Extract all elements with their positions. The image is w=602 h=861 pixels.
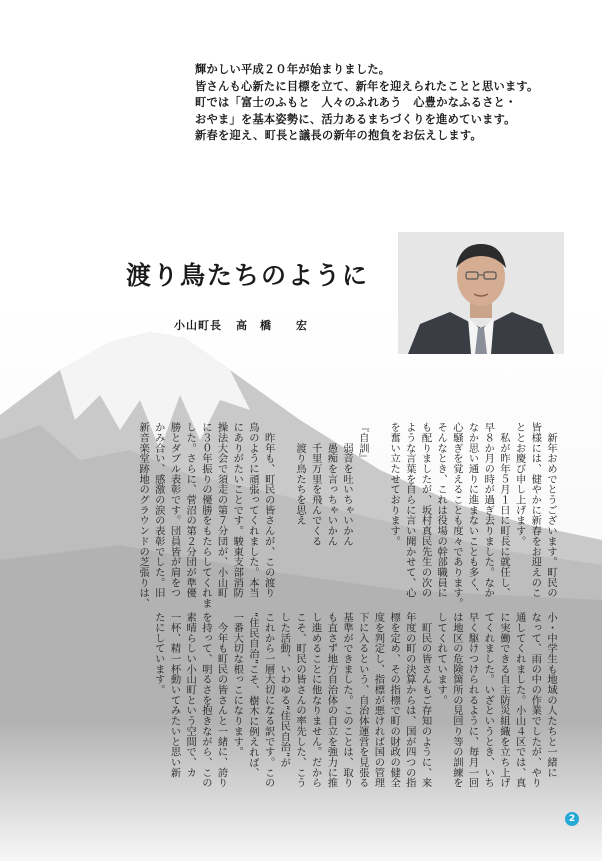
- text-column: してくれています。: [435, 612, 448, 706]
- portrait-image: [398, 232, 564, 354]
- text-column: 早く駆けつけられるように、毎月一回: [466, 612, 479, 788]
- intro-line: 皆さんも心新たに目標を立て、新年を迎えられたことと思います。: [195, 79, 539, 93]
- text-column: を持って、明るさを抱きながら、この: [199, 612, 212, 788]
- text-column: 新年おめでとうございます。町民の: [545, 422, 557, 598]
- article-body-lower: [150, 612, 558, 830]
- text-column: 操法大会で須走の第７分団が、小山町: [215, 422, 228, 598]
- text-column: に実働できる自主防災組織を立ち上げ: [497, 612, 510, 788]
- poem-line: 千里万里を飛んでくる: [309, 422, 322, 547]
- text-column: した。さらに、菅沼の第２分団が準優: [184, 422, 197, 598]
- author-byline: [174, 317, 308, 333]
- text-column: 心騒ぎを覚えることも度々であります。: [450, 422, 463, 609]
- text-column: そんなとき、これは役場の幹部職員に: [435, 422, 448, 598]
- text-column: これから一層大切になる訳です。この: [262, 612, 275, 788]
- intro-line: 新春を迎え、町長と議長の新年の抱負をお伝えします。: [195, 129, 482, 142]
- text-column: 町民の皆さんもご存知のように、来: [419, 612, 432, 788]
- text-column: は地区の危険箇所の見回り等の訓練を: [450, 612, 463, 788]
- text-column: 通してくれました。小山４区では、真: [513, 612, 526, 788]
- text-column: も配りましたが、坂村真民先生の次の: [419, 422, 432, 598]
- page-number-badge: 2: [565, 812, 579, 826]
- text-column: こそ、町民の皆さんの率先した、こう: [294, 612, 306, 788]
- text-column: 下に入るという、自治体運営を見張る: [356, 612, 369, 788]
- text-column: かみ合い、感激の涙の表彰でした。旧: [152, 422, 165, 598]
- text-column: 今年も町民の皆さんと一緒に、誇り: [215, 612, 228, 788]
- text-column: 小・中学生も地域の人たちと一緒に: [545, 612, 557, 778]
- intro-line: 町では「富士のふもと 人々のふれあう 心豊かなふるさと・: [195, 96, 517, 109]
- text-column: にありがたいことです。駿東支部消防: [231, 422, 244, 598]
- text-column: 一杯、精一杯動いてみたいと思い新: [168, 612, 181, 778]
- poem-line: 愚痴を言っちゃいかん: [325, 422, 338, 547]
- author-role: 小山町長: [174, 319, 222, 332]
- text-column: 基準ができました。このことは、取り: [341, 612, 354, 788]
- text-column: 素晴らしい小山町という空間で、カ: [184, 612, 197, 778]
- text-column: 私が昨年５月１日に町長に就任し、: [497, 422, 510, 598]
- text-column: たにしています。: [152, 612, 165, 695]
- text-column: “住民自治”こそ、樹木に例えれば、: [246, 612, 259, 779]
- text-column: ととお慶び申し上げます。: [513, 422, 526, 547]
- intro-line: 輝かしい平成２０年が始まりました。: [195, 63, 391, 76]
- text-column: も直さず地方自治体の自立を強力に推: [325, 612, 338, 788]
- text-column: 鳥のように頑張ってくれました。本当: [246, 422, 259, 598]
- text-column: てくれました。いざというとき、いち: [482, 612, 495, 788]
- text-column: 新音楽堂跡地のグラウンドの芝張りは、: [137, 422, 150, 609]
- intro-lead-text: [195, 62, 595, 145]
- text-column: 度を判定し、指標が悪ければ国の管理: [372, 612, 385, 788]
- text-column: なか思い通りに進まないことも多く、: [466, 422, 479, 598]
- text-column: なって、雨の中の作業でしたが、やり: [529, 612, 542, 788]
- mayor-portrait-photo: [398, 232, 564, 354]
- text-column: 皆様には、健やかに新春をお迎えのこ: [529, 422, 542, 598]
- author-name: 高 橋 宏: [236, 319, 308, 332]
- text-column: 年度の町の決算からは、国が四つの指: [403, 612, 416, 788]
- text-column: に３０年振りの優勝をもたらしてくれま: [199, 422, 212, 609]
- text-column: ような言葉を自らに言い聞かせて、心: [403, 422, 416, 598]
- text-column: 早８か月の時が過ぎ去りました。なか: [482, 422, 495, 598]
- poem-line: 弱音を吐いちゃいかん: [341, 422, 354, 547]
- text-column: 勝とダブル表彰です。団員皆が肩をつ: [168, 422, 181, 598]
- intro-line: おやま」を基本姿勢に、活力あるまちづくりを進めています。: [195, 112, 516, 126]
- text-column: 一番大切な根っこになります。: [231, 612, 244, 757]
- text-column: し進めることに他なりません。だから: [309, 612, 322, 788]
- text-column: [276, 422, 292, 640]
- poem-title: 『自訓』: [356, 422, 369, 464]
- poem-line: 渡り鳥たちを思え: [294, 422, 306, 526]
- article-body-upper: [134, 422, 558, 640]
- text-column: を奮い立たせております。: [388, 422, 401, 547]
- text-column: した活動、いわゆる“住民自治”が: [278, 612, 291, 768]
- text-column: [370, 422, 386, 640]
- text-column: 標を定め、その指標で町の財政の健全: [388, 612, 401, 788]
- article-title: 渡り鳥たちのように: [126, 261, 370, 290]
- text-column: 昨年も、町民の皆さんが、この渡り: [262, 422, 275, 598]
